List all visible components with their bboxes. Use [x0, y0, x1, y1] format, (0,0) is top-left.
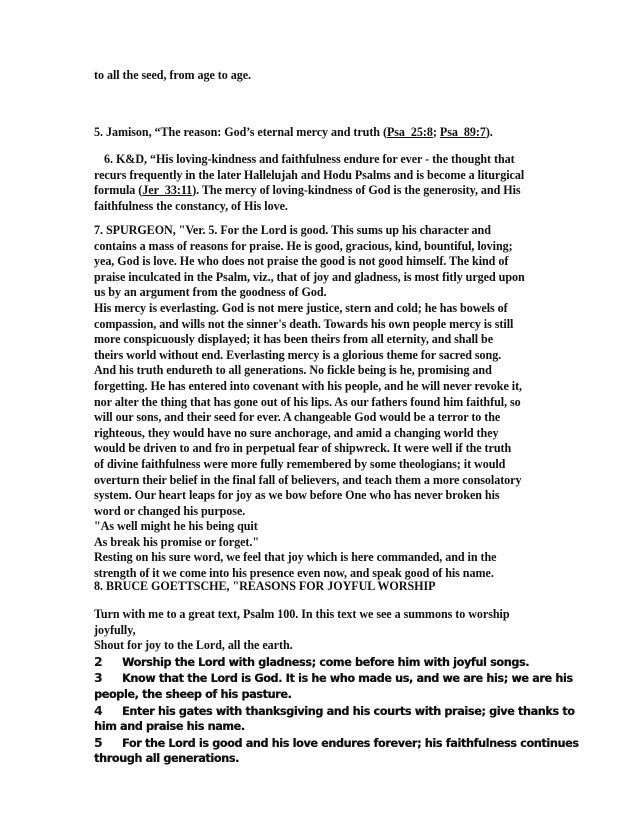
verse-number: 2 — [94, 653, 103, 669]
spurgeon-line: nor alter the thing that has gone out of his lips. As our fathers found him faithful, so — [94, 394, 521, 409]
spurgeon-line: His mercy is everlasting. God is not mere justice, stern and cold; he has bowels of — [94, 300, 508, 315]
psalm-verse — [94, 654, 546, 671]
kd-text: formula ( — [94, 183, 143, 198]
kd-line: faithfulness the constancy, of His love. — [94, 198, 288, 213]
kd-text: ). The mercy of loving-kindness of God is the generosity, and His — [192, 183, 521, 198]
spurgeon-line: praise inculcated in the Psalm, viz., that of joy and gladness, is most fitly urged upon — [94, 269, 525, 284]
ref-link-psa-25-8[interactable]: Psa_25:8 — [386, 125, 433, 139]
goettsche-intro-line: Turn with me to a great text, Psalm 100. In this text we see a summons to worship — [94, 607, 510, 621]
goettsche-heading-block — [94, 579, 546, 595]
spurgeon-line: would be driven to and fro in perpetual fear of shipwreck. It were well if the truth — [94, 441, 512, 456]
goettsche-body — [94, 607, 579, 767]
goettsche-intro-line: Shout for joy to the Lord, all the earth. — [94, 638, 293, 653]
psalm-verse — [94, 670, 573, 687]
kd-line — [94, 183, 546, 199]
goettsche-intro-line: joyfully, — [94, 622, 136, 637]
psalm-verse — [94, 734, 579, 752]
verse-number: 5 — [94, 734, 103, 750]
spurgeon-line: As break his promise or forget." — [94, 534, 260, 549]
jamison-line — [94, 125, 546, 141]
spurgeon-line: forgetting. He has entered into covenant with his people, and he will never revoke it, — [94, 378, 523, 393]
spurgeon-line: us by an argument from the goodness of God. — [94, 285, 327, 300]
jamison-paragraph — [94, 125, 546, 141]
jamison-close: ). — [485, 125, 493, 139]
verse-text: Enter his gates with thanksgiving and his courts with praise; give thanks to — [122, 704, 575, 718]
verse-number: 3 — [94, 670, 103, 686]
kd-line: recurs frequently in the later Hallelujah and Hodu Psalms and is become a liturgical — [94, 167, 525, 182]
intro-paragraph — [94, 68, 546, 84]
spurgeon-line: of divine faithfulness were more fully remembered by some theologians; it would — [94, 456, 506, 471]
spurgeon-line: will our sons, and their seed for ever. A changeable God would be a terror to the — [94, 410, 501, 425]
spurgeon-line: "As well might he his being quit — [94, 519, 258, 534]
spurgeon-line: Resting on his sure word, we feel that joy which is here commanded, and in the — [94, 550, 497, 565]
verse-text: Know that the Lord is God. It is he who made us, and we are his; we are his — [122, 672, 573, 686]
spurgeon-line: more conspicuously displayed; it has been theirs from all eternity, and shall be — [94, 332, 494, 347]
intro-line: to all the seed, from age to age. — [94, 68, 251, 82]
verse-number: 4 — [94, 702, 103, 718]
kd-paragraph — [94, 152, 546, 214]
verse-text-continued: him and praise his name. — [94, 720, 245, 734]
spurgeon-line: 7. SPURGEON, "Ver. 5. For the Lord is good. This sums up his character and — [94, 223, 491, 237]
goettsche-heading: 8. BRUCE GOETTSCHE, "REASONS FOR JOYFUL WORSHIP — [94, 579, 436, 593]
ref-separator: ; — [432, 125, 440, 139]
spurgeon-line: system. Our heart leaps for joy as we bow before One who has never broken his — [94, 488, 500, 503]
verse-text-continued: through all generations. — [94, 752, 239, 766]
spurgeon-line: righteous, they would have no sure anchorage, and amid a changing world they — [94, 425, 499, 440]
spurgeon-line: overturn their belief in the final fall of believers, and teach them a more consolatory — [94, 472, 522, 487]
ref-link-jer-33-11[interactable]: Jer_33:11 — [142, 183, 193, 198]
verse-text: Worship the Lord with gladness; come before him with joyful songs. — [122, 655, 530, 669]
psalm-verse — [94, 702, 575, 720]
spurgeon-line: contains a mass of reasons for praise. He is good, gracious, kind, bountiful, loving; — [94, 238, 513, 253]
verse-text: For the Lord is good and his love endures forever; his faithfulness continues — [122, 736, 579, 750]
ref-link-psa-89-7[interactable]: Psa_89:7 — [439, 125, 486, 139]
spurgeon-paragraph — [94, 223, 546, 582]
spurgeon-line: word or changed his purpose. — [94, 503, 246, 518]
spurgeon-line: And his truth endureth to all generations. No fickle being is he, promising and — [94, 363, 492, 378]
spurgeon-line: yea, God is love. He who does not praise the good is not good himself. The kind of — [94, 254, 509, 269]
jamison-text: 5. Jamison, “The reason: God’s eternal mercy and truth ( — [94, 125, 387, 139]
kd-line: 6. K&D, “His loving-kindness and faithfulness endure for ever - the thought that — [104, 152, 515, 166]
spurgeon-line: theirs world without end. Everlasting mercy is a glorious theme for sacred song. — [94, 347, 502, 362]
verse-text-continued: people, the sheep of his pasture. — [94, 687, 292, 701]
spurgeon-line: strength of it we come into his presence even now, and speak good of his name. — [94, 566, 494, 581]
spurgeon-line: compassion, and wills not the sinner's death. Towards his own people mercy is still — [94, 316, 514, 331]
